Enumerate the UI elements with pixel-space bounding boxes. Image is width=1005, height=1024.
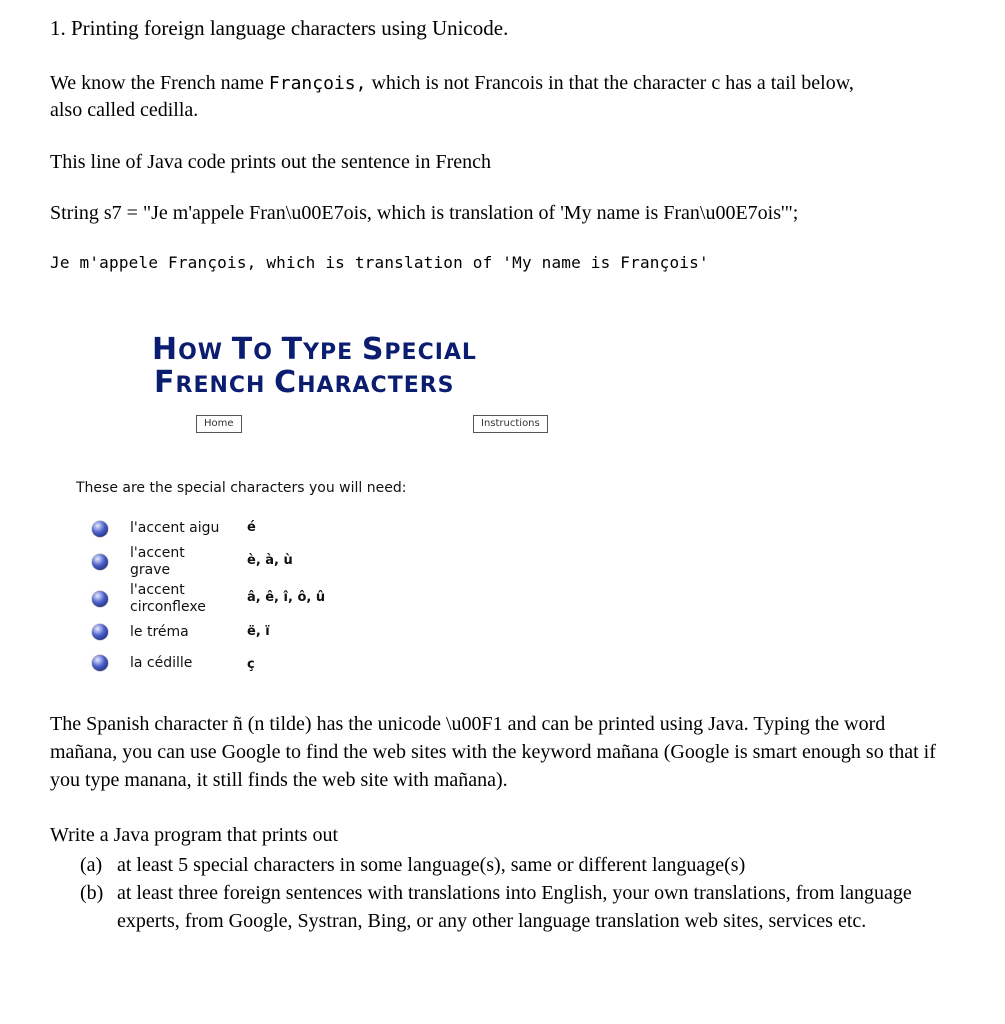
home-button[interactable]: Home xyxy=(196,415,242,433)
accent-chars: è, à, ù xyxy=(247,553,293,568)
list-item xyxy=(80,879,940,935)
paragraph-java-intro: This line of Java code prints out the sentence in French xyxy=(50,151,491,173)
accent-chars: ç xyxy=(247,657,255,672)
paragraph-francois-line2: also called cedilla. xyxy=(50,99,199,121)
bullet-icon xyxy=(92,591,108,607)
accent-label: l'accent circonflexe xyxy=(130,582,206,615)
list-item xyxy=(80,851,940,879)
paragraph-spanish: The Spanish character ñ (n tilde) has the unicode \u00F1 and can be printed using Java. Typing the word mañana, you can use Google to find the web sites with the keyword mañana (Google is smart enough so that if you type manana, it still finds the web site with mañana). xyxy=(50,713,936,791)
accent-chars: é xyxy=(247,520,256,535)
accent-label: l'accent aigu xyxy=(130,520,220,536)
french-page-title-line1: HOW TO TYPE SPECIAL xyxy=(152,332,477,367)
list-text: at least 5 special characters in some language(s), same or different language(s) xyxy=(117,854,746,876)
bullet-icon xyxy=(92,624,108,640)
accent-label: le tréma xyxy=(130,624,189,640)
list-marker: (b) xyxy=(80,882,104,904)
question-heading: 1. Printing foreign language characters using Unicode. xyxy=(50,16,509,40)
para1-after: which is not Francois in that the character c has a tail below, xyxy=(366,72,854,94)
french-page-title-line2: FRENCH CHARACTERS xyxy=(154,365,455,400)
assignment-instruction: Write a Java program that prints out xyxy=(50,824,338,846)
accent-chars: ë, ï xyxy=(247,624,270,639)
bullet-icon xyxy=(92,521,108,537)
accent-label: l'accent grave xyxy=(130,545,185,578)
java-output: Je m'appele François, which is translation of 'My name is François' xyxy=(50,253,709,272)
francois-code-name: François, xyxy=(268,73,367,94)
java-string-code: String s7 = "Je m'appele Fran\u00E7ois, which is translation of 'My name is Fran\u00E7ois'"; xyxy=(50,202,799,224)
list-marker: (a) xyxy=(80,854,103,876)
bullet-icon xyxy=(92,655,108,671)
list-text: at least three foreign sentences with translations into English, your own translations, from language experts, from Google, Systran, Bing, or any other language translation web sites, services etc. xyxy=(117,882,912,932)
french-characters-page xyxy=(60,320,580,690)
accent-label: la cédille xyxy=(130,655,193,671)
accent-chars: â, ê, î, ô, û xyxy=(247,590,326,605)
french-page-intro: These are the special characters you will need: xyxy=(76,480,407,496)
para1-before: We know the French name xyxy=(50,72,269,94)
bullet-icon xyxy=(92,554,108,570)
instructions-button[interactable]: Instructions xyxy=(473,415,548,433)
paragraph-francois xyxy=(50,72,854,95)
